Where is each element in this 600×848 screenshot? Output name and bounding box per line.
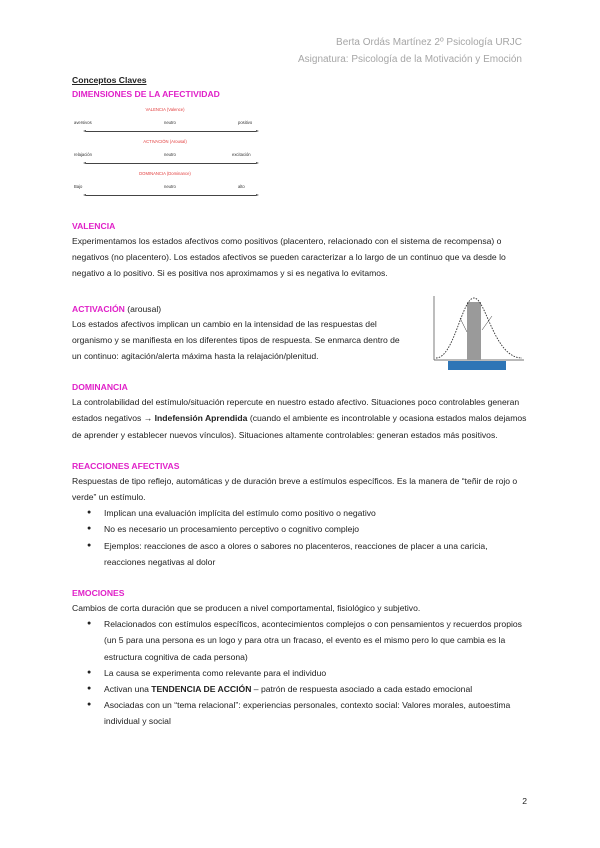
dimensiones-heading: DIMENSIONES DE LA AFECTIVIDAD bbox=[72, 89, 220, 99]
tendencia-accion-term: TENDENCIA DE ACCIÓN bbox=[151, 684, 252, 695]
header-subject: Asignatura: Psicología de la Motivación y Emoción bbox=[297, 54, 522, 65]
emociones-text: Cambios de corta duración que se producen a nivel comportamental, fisiológico y subjetivo. bbox=[72, 603, 421, 614]
activacion-mid-label: neutro bbox=[164, 152, 176, 157]
page-header bbox=[298, 34, 522, 68]
valencia-axis bbox=[86, 131, 256, 132]
dominancia-axis bbox=[86, 195, 256, 196]
activacion-heading-main: ACTIVACIÓN bbox=[72, 303, 125, 314]
valencia-text: Experimentamos los estados afectivos como positivos (placentero, relacionado con el sistema de recompensa) o negativos (no placentero). Los estados afectivos se pueden caracterizar a lo largo de un continuo que va desde lo negativo a lo positivo. Si es positiva nos aproximamos y si es negativa lo evitamos. bbox=[72, 236, 506, 279]
list-item bbox=[96, 681, 528, 697]
conceptos-claves-heading: Conceptos Claves bbox=[72, 75, 147, 85]
dominancia-mid-label: neutro bbox=[164, 184, 176, 189]
activacion-left-label: relajación bbox=[74, 152, 92, 157]
activacion-right-label: excitación bbox=[232, 152, 251, 157]
document-body bbox=[72, 74, 528, 730]
list-item: ● La causa se experimenta como relevante para el individuo bbox=[96, 665, 528, 681]
activacion-section bbox=[72, 302, 528, 365]
dominancia-text bbox=[72, 394, 528, 443]
reacciones-section bbox=[72, 459, 528, 570]
activacion-dim-title: ACTIVACIÓN (Arousal) bbox=[143, 139, 187, 144]
page-number: 2 bbox=[522, 796, 527, 806]
activacion-text: Los estados afectivos implican un cambio en la intensidad de las respuestas del organismo y se manifiesta en los diferentes tipos de respuesta. Se enmarca dentro de un continuo: agitación/alerta máxima hasta la relajación/plenitud. bbox=[72, 318, 400, 362]
indefension-aprendida-term: → Indefensión Aprendida bbox=[143, 413, 248, 424]
activacion-heading bbox=[72, 302, 402, 316]
dominancia-text-after: (cuando el ambiente es incontrolable y ocasiona estados malos dejamos de aprender y establecer nuevos vínculos). Situaciones altamente controlables: generan estados más positivos. bbox=[72, 413, 527, 440]
list-item: ● Relacionados con estímulos específicos, acontecimientos complejos o con pensamientos y recuerdos propios (un 5 para una persona es un logo y para otra un fracaso, el evento es el mismo pero lo que cambia es la estructura cognitiva de cada persona) bbox=[96, 616, 528, 665]
dominancia-heading: DOMINANCIA bbox=[72, 382, 128, 393]
list-item: ● Ejemplos: reacciones de asco a olores o sabores no placenteros, reacciones de placer a una caricia, reacciones negativas al dolor bbox=[96, 538, 528, 570]
x-axis-bar bbox=[448, 361, 506, 370]
activacion-heading-suffix: (arousal) bbox=[124, 303, 162, 314]
valencia-dim-title: VALENCIA (Valence) bbox=[145, 107, 185, 112]
item3-before: Activan una bbox=[104, 684, 152, 695]
emociones-section bbox=[72, 586, 528, 730]
dominancia-text-before: La controlabilidad del estímulo/situación repercute en nuestro estado afectivo. Situaciones poco controlables generan estados negativos bbox=[72, 397, 520, 424]
dominancia-dim-title: DOMINANCIA (Dominance) bbox=[139, 171, 191, 176]
emociones-list bbox=[72, 616, 528, 729]
reacciones-text: Respuestas de tipo reflejo, automáticas y de duración breve a estímulos específicos. Es la manera de “teñir de rojo o verde” un estímulo. bbox=[72, 475, 518, 503]
valencia-right-label: positivo bbox=[238, 120, 253, 125]
list-item: ● Implican una evaluación implícita del estímulo como positivo o negativo bbox=[96, 505, 528, 521]
reacciones-list bbox=[72, 505, 528, 570]
dominancia-section bbox=[72, 380, 528, 443]
emociones-heading: EMOCIONES bbox=[72, 588, 125, 599]
reacciones-heading: REACCIONES AFECTIVAS bbox=[72, 460, 180, 471]
valencia-mid-label: neutro bbox=[164, 120, 176, 125]
valencia-left-label: aversivos bbox=[74, 120, 92, 125]
item3-after: – patrón de respuesta asociado a cada estado emocional bbox=[251, 684, 473, 695]
list-item: ● No es necesario un procesamiento perceptivo o cognitivo complejo bbox=[96, 521, 528, 537]
dominancia-left-label: Bajo bbox=[74, 184, 83, 189]
arousal-curve-graph bbox=[420, 288, 526, 372]
optimal-band bbox=[467, 302, 481, 360]
list-item: ● Asociadas con un “tema relacional”: experiencias personales, contexto social: Valores morales, autoestima individual y social bbox=[96, 697, 528, 729]
dimensions-diagram bbox=[72, 107, 258, 199]
valencia-heading: VALENCIA bbox=[72, 221, 116, 231]
valencia-section bbox=[72, 219, 528, 282]
dominancia-right-label: alto bbox=[238, 184, 245, 189]
header-author: Berta Ordás Martínez 2º Psicología URJC bbox=[336, 37, 522, 48]
activacion-axis bbox=[86, 163, 256, 164]
